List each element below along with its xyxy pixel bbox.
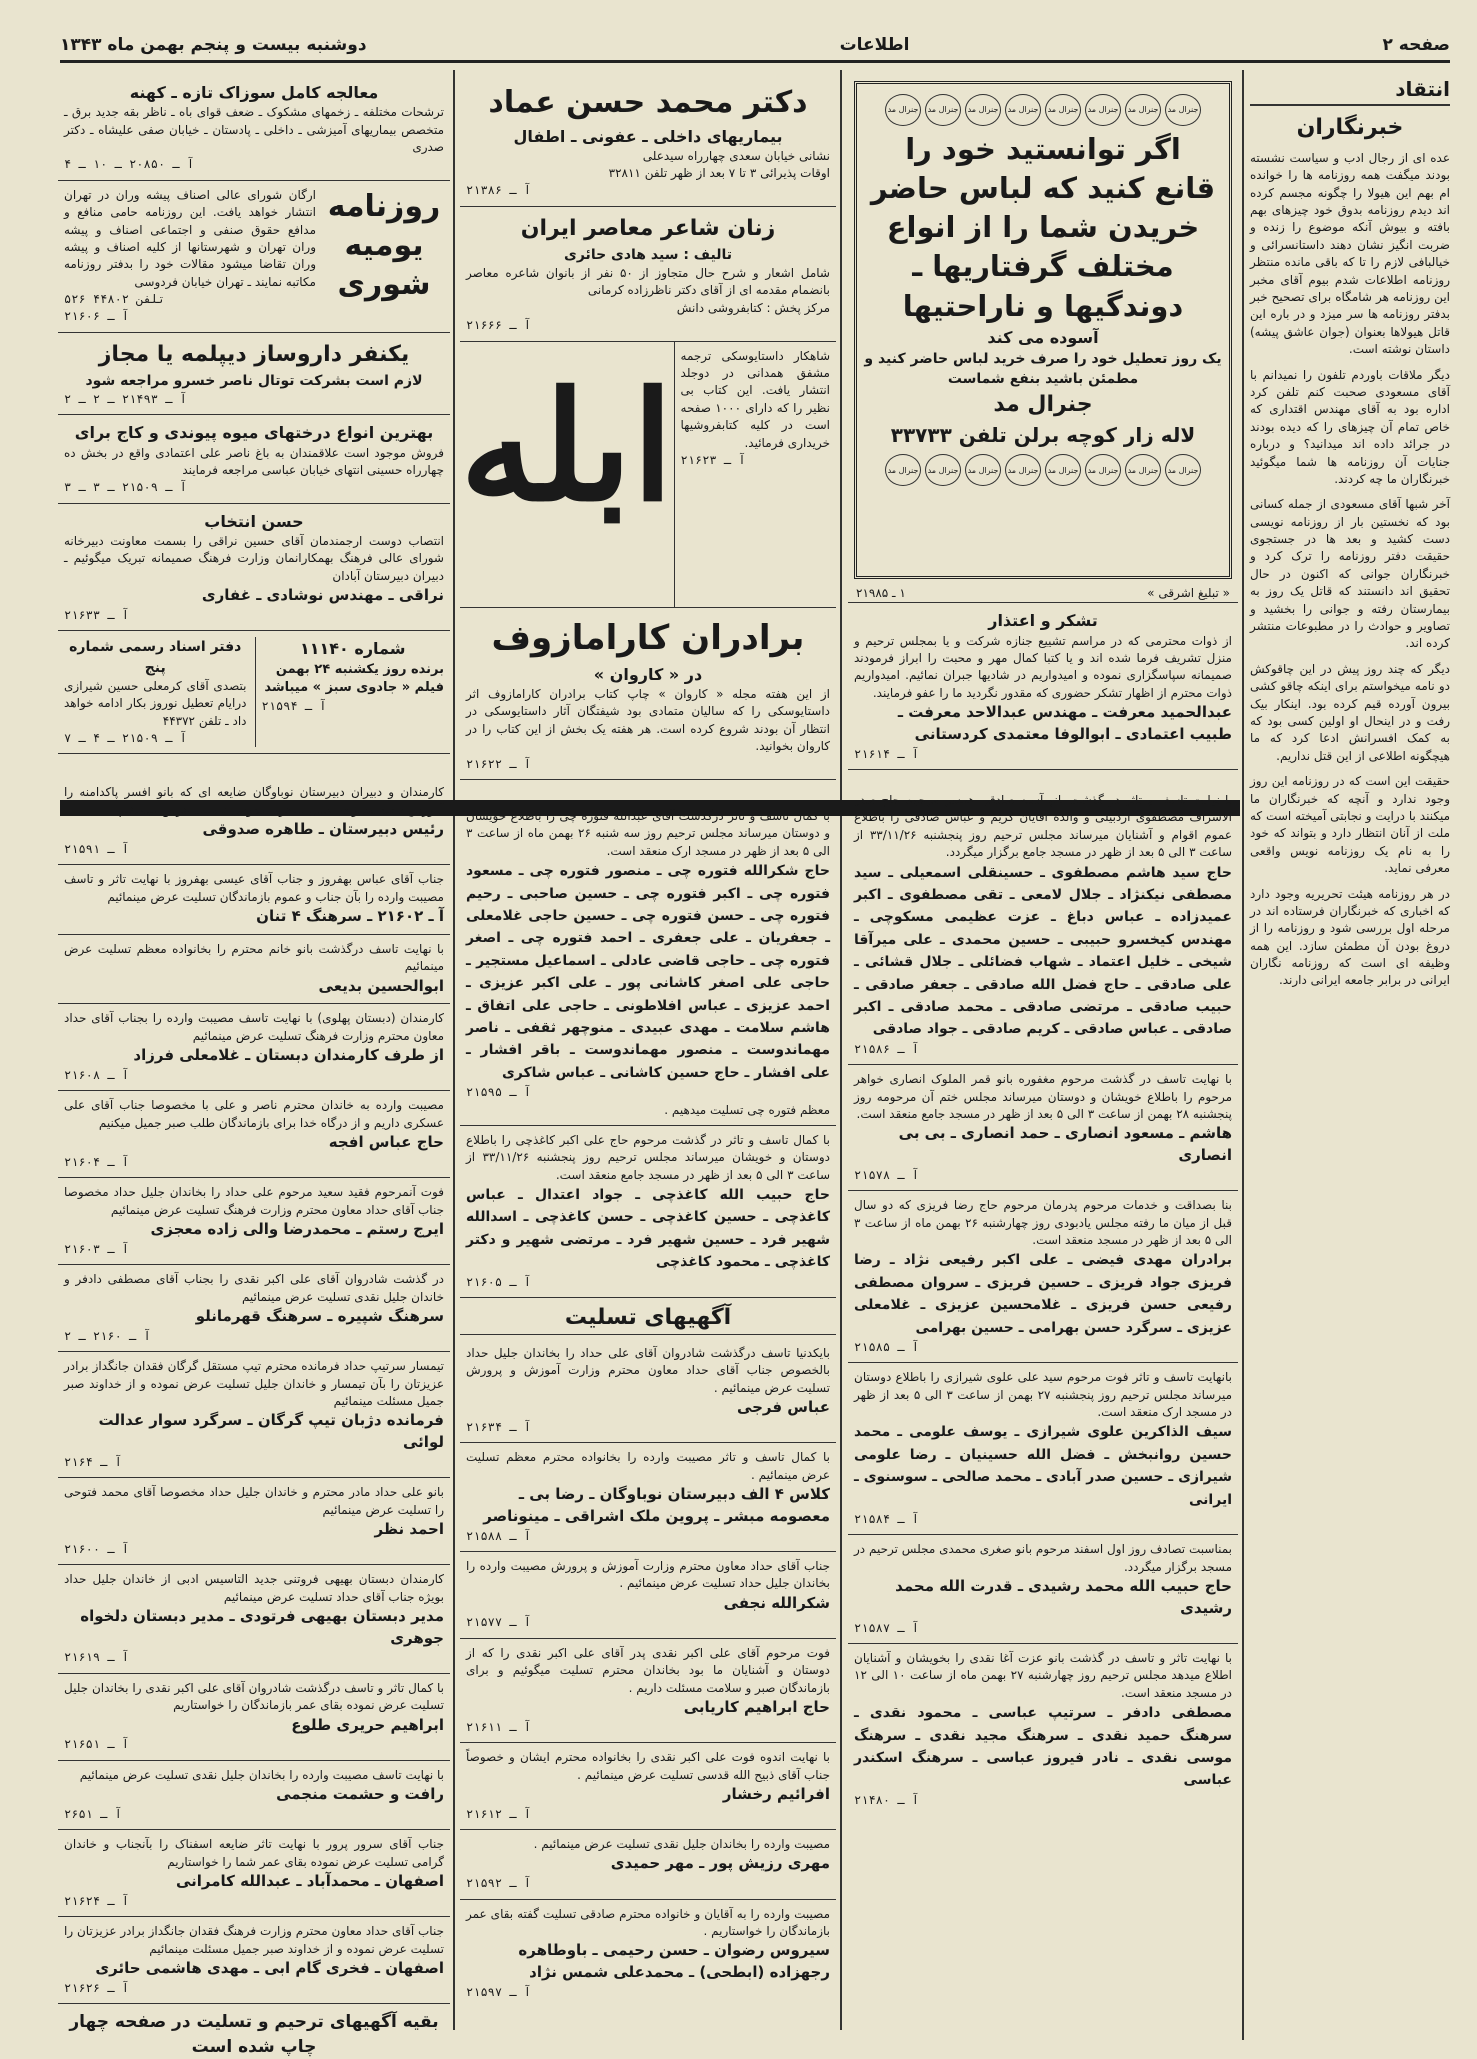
- badge: جنرال مد: [1125, 94, 1161, 126]
- book-distributor: مرکز پخش : کتابفروشی دانش: [676, 300, 830, 315]
- notice-code: آ ـ ۲۱۶۰ ـ ۲: [64, 1328, 151, 1343]
- death-notice: [460, 802, 836, 1126]
- notice-code: آ ـ ۲۱۶۱۲: [466, 1806, 532, 1821]
- notice-code: آ ـ ۲۱۶۱۴: [854, 746, 920, 761]
- article-paragraph: عده ای از رجال ادب و سیاست نشسته بودند میگفت همه روزنامه ها را خوانده ام بهم این هیولا را چگونه مجسم کرده اند دیدم روزنامه بدوق خود چیزهای بهم بافته و بیوش آنکه موضوع را زنده و ضربت انگیز نشان دهند داستانسرائی و خیالبافی لازم را تا که باقی مانده منتظر روزنامه اطلاعات شدم بیوم آقای مخبر این روزنامه هر شامگاه برای تصحیح خبر بدفتر روزنامه ها سر میزد و در باره این قاتل هیولاها بعنوان (جوان عاشق پیشه) داستان نوشته است.: [1250, 150, 1450, 357]
- notice-signers: مهری رزیش پور ـ مهر حمیدی: [610, 1854, 830, 1873]
- death-notice: [848, 1065, 1238, 1191]
- notice-signers: حاج عباس افجه: [328, 1133, 444, 1152]
- notice-code: آ ـ ۲۱۵۹۵: [466, 1085, 532, 1100]
- section-title: آگهیهای تسلیت: [460, 1302, 836, 1335]
- ad-line: خریدن شما را از انواع: [886, 210, 1200, 245]
- column-books-notices: [460, 75, 836, 2035]
- dostoevsky-box: [674, 342, 836, 607]
- ad-line: مختلف گرفتاریها ـ: [912, 249, 1174, 284]
- ad-body: ترشحات مختلفه ـ زخمهای مشکوک ـ ضعف قوای باه ـ ناظر بقه جدید برق ـ متخصص بیماریهای آمیزشی ـ داخلی ـ پادستان ـ خیابان صفی علیشاه ـ دکتر صدری: [64, 105, 444, 154]
- ad-title: دفتر اسناد رسمی شماره پنج: [69, 639, 242, 676]
- notice-body: تیمسار سرتیپ حداد فرمانده محترم تیپ مستقل گرگان فقدان جانگداز برادر عزیزتان را بآن تیمسار و خاندان جلیل تسلیت عرض نموده و از خداوند صبر جمیل مسئلت مینمائیم: [64, 1359, 444, 1408]
- ad-body: بتصدی آقای کرمعلی حسین شیرازی درایام تعطیل نوروز بکار ادامه خواهد داد ـ تلفن ۴۴۳۷۲: [64, 678, 247, 728]
- notice-signers: رافت و حشمت منجمی: [276, 1785, 444, 1804]
- notice-code: آ ـ ۲۱۵۸۵: [854, 1339, 920, 1354]
- death-notice: [848, 1535, 1238, 1644]
- paper-name: اطلاعات: [839, 35, 910, 55]
- notice-signers: اصفهان ـ محمدآباد ـ عبدالله کامرانی: [175, 1872, 444, 1891]
- notice-signers: رئیس دبیرستان ـ طاهره صدوقی: [202, 820, 444, 839]
- ad-line: دوندگیها و ناراحتیها: [902, 288, 1184, 323]
- notice-signers: حاج ابراهیم کاریابی: [683, 1698, 830, 1716]
- book-subtitle: در « کاروان »: [593, 664, 703, 684]
- badge: جنرال مد: [1165, 454, 1201, 486]
- notice-body: در گذشت شادروان آقای علی اکبر نقدی را بجناب آقای مصطفی دادفر و خاندان جلیل نقدی تسلیت عرض مینمائیم: [64, 1272, 444, 1304]
- badge: جنرال مد: [1165, 94, 1201, 126]
- notice-body: با کمال تاسف و تاثر در گذشت مرحوم حاج علی اکبر کاغذچی را باطلاع دوستان و خویشان میرساند مجلس ترحیم روز پنجشنبه ۳۳/۱۱/۲۶ از ساعت ۳ الی ۵ بعد از ظهر در مسجد جامع منعقد است.: [466, 1132, 830, 1182]
- ad-body: برنده روز یکشنبه ۲۴ بهمن فیلم « جادوی سبز » میباشد: [264, 661, 444, 696]
- notice-code: آ ـ ۲۱۵۷۷: [466, 1615, 532, 1630]
- ad-title: روزنامه یومیه شوری: [327, 188, 441, 302]
- death-notice: [848, 1191, 1238, 1363]
- notice-body: جناب آقای عباس بهفروز و جناب آقای عیسی بهفروز با نهایت تاثر و تاسف مصیبت وارده را بآن جناب و عموم بازماندگان تسلیت عرض مینمائیم: [64, 872, 444, 904]
- book-author: تالیف : سید هادی حائری: [564, 246, 732, 263]
- badge: جنرال مد: [965, 94, 1001, 126]
- notice-signers: هاشم ـ مسعود انصاری ـ حمد انصاری ـ بی بی انصاری: [898, 1124, 1232, 1165]
- badge: جنرال مد: [925, 94, 961, 126]
- ad-code: آ ـ ۲۱۶۲۳: [680, 452, 746, 467]
- notice-code: آ ـ ۲۱۶۴: [64, 1454, 122, 1469]
- book-title: برادران کارامازوف: [491, 617, 805, 658]
- notice-body: جناب آقای حداد معاون محترم وزارت آموزش و پرورش مصیبت وارده را بخاندان جلیل حداد تسلیت عرض مینمائیم .: [466, 1558, 830, 1591]
- notice-signers: اصفهان ـ فخری گام ابی ـ مهدی هاشمی حائری: [95, 1958, 444, 1977]
- column-rule: [453, 70, 455, 2030]
- notice-body: فوت آنمرحوم فقید سعید مرحوم علی حداد را بخاندان جلیل حداد مخصوصا جناب آقای حداد معاون محترم وزارت فرهنگ تسلیت عرض مینمائیم: [64, 1185, 444, 1217]
- badge-row: [863, 454, 1223, 486]
- doctor-name: دکتر محمد حسن عماد: [488, 85, 808, 120]
- notice-body: جناب آقای سرور پرور با نهایت تاثر ضایعه اسفناک را بآنجناب و خاندان گرامی تسلیت عرض نموده بقای عمر شما را خواستاریم: [64, 1837, 444, 1869]
- notary-office-ad: [64, 637, 247, 747]
- notice-body: بایکدنیا تاسف درگذشت شادروان آقای علی حداد را بخاندان جلیل حداد بالخصوص جناب آقای حداد معاون محترم وزارت آموزش و پرورش تسلیت عرض مینمائیم .: [466, 1345, 830, 1395]
- condolence-notice: [460, 1743, 836, 1830]
- ad-code: آ ـ ۲۱۵۹۴: [261, 699, 327, 714]
- notice-body: کارمندان (دبستان پهلوی) با نهایت تاسف مصیبت وارده را بجناب آقای حداد معاون محترم وزارت فرهنگ تسلیت عرض مینمائیم: [64, 1011, 444, 1043]
- condolence-notice: [460, 1552, 836, 1639]
- notice-body: با کمال تاسف و تاثر مصیبت وارده را بخانواده محترم معظم تسلیت عرض مینمائیم .: [466, 1450, 830, 1482]
- notice-code: آ ـ ۲۱۶۰۴: [64, 1154, 130, 1169]
- column-rule: [1242, 70, 1244, 2040]
- notice-body: با نهایت تاسف درگذشت بانو خانم محترم را بخانواده معظم تسلیت عرض مینمائیم: [64, 941, 444, 974]
- badge: جنرال مد: [1045, 454, 1081, 486]
- ad-body: لازم است بشرکت توتال ناصر خسرو مراجعه شود: [85, 372, 423, 389]
- ad-title: یکنفر داروساز دیپلمه یا مجاز: [98, 341, 410, 367]
- condolence-notice: [58, 1178, 450, 1265]
- notice-code: آ ـ ۲۱۶۱۱: [466, 1719, 532, 1734]
- badge: جنرال مد: [1005, 454, 1041, 486]
- death-notice: [848, 1363, 1238, 1535]
- badge: جنرال مد: [1125, 454, 1161, 486]
- notice-signers: احمد نظر: [374, 1519, 444, 1538]
- ad-code: آ ـ ۲۱۵۰۹ ـ ۴ ـ ۷: [64, 731, 187, 746]
- column-rule: [840, 70, 842, 2030]
- ad-body: ارگان شورای عالی اصناف پیشه وران در تهران انتشار خواهد یافت. این روزنامه حامی منافع و مدافع حقوق صنفی و اجتماعی اصناف و پیشه وران تهران و شهرستانها از کلیه اصناف و پیشه وران تقاضا میشود مقالات خود را بدفتر روزنامه مکاتبه نمایند ـ تهران خیابان فردوسی: [64, 187, 316, 289]
- ad-title: معالجه کامل سوزاک تازه ـ کهنه: [129, 83, 379, 102]
- pharmacist-ad: [58, 333, 450, 416]
- notice-body: کارمندان و دبیران دبیرستان نوباوگان ضایعه ای که بانو افسر پاکدامنه را آموزش دادند بخانواده جلیل طاهره صدوقی تسلیت عرض مینمائیم: [64, 785, 444, 817]
- notice-signers: ابراهیم حریری طلوع: [291, 1715, 444, 1734]
- ad-brand: جنرال مد: [993, 392, 1093, 418]
- ad-footer: [848, 585, 1238, 602]
- badge: جنرال مد: [1045, 94, 1081, 126]
- article-paragraph: حقیقت این است که در روزنامه این روز وجود ندارد و آنچه که خبرنگاران ما میکنند با درایت و نجابتی آمیخته است که ملت از آنان انتظار دارد و بتواند که خود را به نام یک روزنامه نویس واقعی معرفی نماید.: [1250, 774, 1450, 876]
- notice-signers: ایرج رستم ـ محمدرضا والی زاده معجزی: [150, 1220, 444, 1239]
- condolence-notice: [58, 1761, 450, 1831]
- notice-code: آ ـ ۲۱۵۸۷: [854, 1620, 920, 1635]
- notice-body: مصیبت وارده را بخاندان جلیل نقدی تسلیت عرض مینمائیم .: [533, 1837, 830, 1852]
- condolence-notice: [58, 865, 450, 935]
- article-paragraph: در هر روزنامه هیئت تحریریه وجود دارد که اخباری که خبرنگاران فرستاده اند در مرحله اول بررسی شود و روزنامه را از دروغ بودن آن مطمئن سازد. این همه وظیفه ای است که روزنامه نگاران ایرانی در برابر جامعه ایرانی دارند.: [1250, 886, 1450, 988]
- badge: جنرال مد: [885, 454, 921, 486]
- notice-code: آ ـ ۲۱۵۸۴: [854, 1512, 920, 1527]
- notice-body: جناب آقای حداد معاون محترم وزارت فرهنگ فقدان جانگداز برادر عزیزتان را تسلیت عرض نموده و از خداوند صبر جمیل مسئلت مینمائیم: [64, 1924, 444, 1956]
- notice-body: بانهایت تاسف و تاثر فوت مرحوم سید علی علوی شیرازی را باطلاع دوستان میرساند مجلس ترحیم روز پنجشنبه ۲۷ بهمن از ساعت ۳ الی ۵ بعد از ظهر در مسجد ارک منعقد است.: [854, 1370, 1233, 1420]
- lottery-ad: [255, 637, 445, 747]
- ad-agency: « تبلیغ اشرقی »: [1147, 586, 1230, 600]
- ad-code: آ ـ ۲۰۸۵۰ ـ ۱۰ ـ ۴: [64, 157, 195, 172]
- article-paragraph: دیگر ملاقات باوردم تلفون را نمیدانم با آقای مسعودی صحبت کنم تلفن کرد اداره بود به آقای مهندس اقتداری که خاص تمام آن چیزهای را که دیده بودند در جرائد داده اند میدانید؟ و درباره جنایات آن روزنامه ها شما میگوئید خبرنگاران ما چه کردند.: [1250, 367, 1450, 486]
- masthead: [60, 30, 1450, 63]
- condolence-notice: [58, 1004, 450, 1091]
- book-description: شامل اشعار و شرح حال متجاوز از ۵۰ نفر از بانوان شاعره معاصر بانضمام مقدمه ای از آقای دکتر ناظرزاده کرمانی: [466, 266, 830, 298]
- ad-code: ۱ ـ ۲۱۹۸۵: [856, 586, 906, 600]
- ad-phone: ۵۲۶ تلفن ۴۴۸۰۲: [64, 292, 166, 307]
- notice-code: آ ـ ۲۱۵۸۶: [854, 1041, 920, 1056]
- ad-body: فروش موجود است علاقمندان به باغ ناصر علی اعتمادی واقع در بخش ده چهارراه حسینی انتهای خیابان عباسی مراجعه فرمایند: [64, 445, 444, 478]
- notice-code: آ ـ ۲۱۵۹۱: [64, 842, 130, 856]
- page-number: صفحه ۲: [1382, 35, 1450, 55]
- book-ad: [460, 207, 836, 342]
- notice-code: آ ـ ۲۱۶۰۸: [64, 1067, 130, 1082]
- badge-row: [863, 94, 1223, 126]
- condolence-notice: [58, 935, 450, 1005]
- doctor-specialty: بیماریهای داخلی ـ عفونی ـ اطفال: [513, 126, 783, 146]
- notice-body: بنا بصداقت و خدمات مرحوم پدرمان مرحوم حاج رضا فریزی که دو سال قبل از میان ما رفته مجلس یادبودی روز چهارشنبه ۲۶ بهمن ماه از ساعت ۳ الی ۵ بعد از ظهر در مسجد منعقد است.: [854, 1198, 1233, 1247]
- ad-code: آ ـ ۲۱۶۳۳: [64, 607, 130, 622]
- ad-code: آ ـ ۲۱۶۶۶: [466, 318, 532, 333]
- notice-signers: فرمانده دژبان تیپ گرگان ـ سرگرد سوار عدالت لوائی: [98, 1411, 444, 1452]
- badge: جنرال مد: [1005, 94, 1041, 126]
- death-notice: [460, 1126, 836, 1298]
- book-description: شاهکار داستایوسکی ترجمه مشفق همدانی در دوجلد انتشار یافت. این کتاب بی نظیر را که دارای ۱۰۰۰ صفحه است در کلیه کتابفروشیها خریداری فرمائید.: [680, 348, 830, 450]
- shoora-ad: [58, 181, 450, 333]
- ad-title: شماره ۱۱۱۴۰: [299, 639, 406, 659]
- notice-footer: معظم فتوره چی تسلیت میدهیم .: [664, 1102, 830, 1117]
- badge: جنرال مد: [925, 454, 961, 486]
- notice-code: آ ـ ۲۱۵۷۸: [854, 1167, 920, 1182]
- notice-signers: حاج سید هاشم مصطفوی ـ حسینقلی اسمعیلی ـ سید مصطفی نیکنژاد ـ جلال لامعی ـ تقی مصطفوی ـ اکبر عمیدزاده ـ عباس دباغ ـ عزت عظیمی مسکوچی ـ مهندس کیخسرو حبیبی ـ حسین محمدی ـ علی میرآقا شیخی ـ خلیل اعتماد ـ شهاب فضائلی ـ جلال قشائی ـ علی صادقی ـ حاج فضل الله صادقی ـ جعفر صادقی ـ حبیب صادقی ـ مرتضی صادقی ـ محمد صادقی ـ اکبر صادقی ـ عباس صادقی ـ کریم صادقی ـ جواد صادقی: [854, 864, 1232, 1038]
- notice-body: با نهایت تاسف مصیبت وارده را بخاندان جلیل نقدی تسلیت عرض مینمائیم: [79, 1767, 444, 1782]
- condolence-notice: [58, 1674, 450, 1761]
- ad-code: آ ـ ۲۱۶۲۲: [466, 756, 532, 771]
- article-paragraph: دیگر که چند روز پیش در این چاقوکش دو نامه میخواستم برای اینکه چاقو کشی بیرون آورده قیم کرده بود. اینکار بیک رفت و در اینحال او اولین کسی بود که به کمک افسرانش ادعا کرد که ما هیچگونه اطلاعی از این قتل نداریم.: [1250, 661, 1450, 763]
- notice-code: آ ـ ۲۱۶۱۹: [64, 1650, 130, 1665]
- notice-signers: افرائیم رخشار: [722, 1784, 830, 1803]
- notice-code: آ ـ ۲۱۶۲۶: [64, 1980, 130, 1995]
- notice-signers: مصطفی دادفر ـ سرتیپ عباسی ـ محمود نقدی ـ سرهنگ حمید نقدی ـ سرهنگ مجید نقدی ـ سرهنگ موسی نقدی ـ نادر فیروز عباسی ـ سرهنگ اسکندر عباسی: [854, 1705, 1232, 1789]
- notice-body: فوت مرحوم آقای علی اکبر نقدی پدر آقای علی اکبر نقدی را که از دوستان و آشنایان ما بود بخاندان محترم تسلیت میگوئیم و برای بازماندگان صبر و سلامت مسئلت داریم .: [466, 1645, 830, 1695]
- notice-code: آ ـ ۲۶۵۱: [64, 1806, 122, 1821]
- notice-title: تشکر و اعتذار: [988, 611, 1098, 631]
- notice-signers: عباس فرجی: [736, 1398, 830, 1417]
- ad-headline: [863, 130, 1223, 326]
- notice-body: از ذوات محترمی که در مراسم تشییع جنازه شرکت و یا بمجلس ترحیم و منزل تشریف فرما شده اند و یا کتبا کمال مهر و محبت را ابراز فرمودند صمیمانه سپاسگزاری نموده و امیدواریم در شادیها جبران نمائیم. امیدواریم ذوات محترم از اظهار تشکر حضوری که مقدور نگردید ما را عفو فرمایند.: [854, 633, 1232, 700]
- notice-code: آ ـ ۲۱۶۲۴: [64, 1893, 130, 1908]
- book-title: زنان شاعر معاصر ایران: [520, 215, 776, 241]
- article-title: خبرنگاران: [1296, 115, 1404, 140]
- notice-code: آ ـ ۲۱۵۹۲: [466, 1876, 532, 1891]
- notice-signers: سرهنگ شپیره ـ سرهنگ قهرمانلو: [195, 1307, 444, 1325]
- thanks-notice: [848, 602, 1238, 770]
- notice-signers: نراقی ـ مهندس نوشادی ـ غفاری: [201, 586, 444, 605]
- article-paragraph: آخر شبها آقای مسعودی از جمله کسانی بود که نخستین بار از روزنامه نویسی دست کشید و بعد ها در جستجوی حقیقت دفتر روزنامه را ترک کرد و خبرنگاران جوانی که اکنون در حال تحقیق اند دانستند که قاتل یک روز به بیمارستان رفته و جوانی را بخشید و تصاویر و حوادث را در مطبوعات منتشر کرده اند.: [1250, 497, 1450, 651]
- general-mode-ad: [854, 81, 1232, 579]
- doctor-hours: اوقات پذیرائی ۳ تا ۷ بعد از ظهر تلفن ۳۲۸۱۱: [608, 166, 830, 181]
- ad-line: قانع کنید که لباس حاضر: [870, 171, 1216, 206]
- ad-line: آسوده می کند: [987, 327, 1099, 347]
- notice-signers: ابوالحسین بدیعی: [318, 976, 444, 995]
- book-description: از این هفته مجله « کاروان » چاپ کتاب برادران کارامازوف اثر داستایوسکی را که سالیان متمادی بود شیفتگان آثار داستایوسکی در انتظار آن بودند شروع کرده است. هر هفته یک بخش از این کتاب را در کاروان بخوانید.: [466, 687, 830, 754]
- condolence-notice: [58, 1917, 450, 2004]
- notice-body: با نهایت تاسف و تاثر در گذشت بانو آسیه صادقی همسر مرحوم حاج صدر الاشراف مصطفوی اردبیلی و والده آقایان کریم و عباس صادقی را باطلاع عموم اقوام و آشنایان میرساند مجلس ترحیم روز پنجشنبه ۳۳/۱۱/۲۶ از ساعت ۳ الی ۵ بعد از ظهر در مسجد جامع برگزار میگردد.: [854, 793, 1232, 860]
- doctor-address: نشانی خیابان سعدی چهارراه سیدعلی: [642, 148, 830, 163]
- notice-signers: حاج حبیب الله محمد رشیدی ـ قدرت الله محمد رشیدی: [895, 1577, 1232, 1617]
- abla-ad: [460, 342, 836, 607]
- ad-code: آ ـ ۲۱۴۹۳ ـ ۲ ـ ۲: [64, 392, 187, 407]
- condolence-notice: [58, 1091, 450, 1178]
- ad-title: حسن انتخاب: [204, 511, 304, 531]
- ad-body: انتصاب دوست ارجمندمان آقای حسین نراقی را بسمت معاونت دبیرخانه شورای عالی فرهنگ بهمکارانمان وزارت فرهنگ صمیمانه تبریک میگوئیم ـ دبیران دبیرستان آبادان: [64, 534, 444, 583]
- notice-signers: سیف الذاکرین علوی شیرازی ـ یوسف علومی ـ محمد حسین روانبخش ـ فضل الله حسینیان ـ رضا علومی شیرازی ـ حسین صدر آبادی ـ محمد صالحی ـ سوسنوی ـ ایرانی: [854, 1424, 1232, 1508]
- notice-signers: حاج شکرالله فتوره چی ـ منصور فتوره چی ـ مسعود فتوره چی ـ اکبر فتوره چی ـ حسین صاحبی ـ رحیم فتوره چی ـ حسن فتوره چی ـ حسین حاجی غلامعلی ـ جعفریان ـ علی جعفری ـ احمد فتوره چی ـ اصغر فتوره چی ـ حاجی قاضی عادلی ـ اسماعیل مستجیر ـ حاجی علی اصغر کاشانی پور ـ علی اکبر عزیزی ـ احمد عزیزی ـ عباس افلاطونی ـ حاجی علی اتفاق ـ هاشم سلامت ـ مهدی عبیدی ـ منوچهر ثقفی ـ ناصر مهماندوست ـ منصور مهماندوست ـ باقر افشار ـ علی افشار ـ حاج حسین کاشانی ـ عباس شاکری: [466, 863, 830, 1081]
- notice-body: با نهایت تاسف در گذشت مرحوم مغفوره بانو قمر الملوک انصاری خواهر مرحوم را باطلاع خویشان و دوستان میرساند مجلس ختم آن مرحومه روز پنجشنبه ۲۸ بهمن از ساعت ۳ الی ۵ بعد از ظهر در مسجد جامع منعقد است.: [854, 1072, 1232, 1121]
- condolence-notice: [58, 1565, 450, 1674]
- continued-footer: بقیه آگهیهای ترحیم و تسلیت در صفحه چهار چاپ شده است: [69, 2012, 439, 2057]
- notice-signers: آ ـ ۲۱۶۰۲ ـ سرهنگ ۴ تنان: [256, 907, 444, 926]
- notice-body: مصیبت وارده به خاندان محترم ناصر و علی با مخصوصا جناب آقای علی عسکری داریم و از درگاه خدا برای بازماندگان طلب صبر جمیل میکنیم: [64, 1098, 444, 1130]
- ad-address: لاله زار کوچه برلن تلفن ۳۳۷۳۳: [890, 423, 1196, 448]
- ad-code: آ ـ ۲۱۶۰۶: [64, 309, 130, 324]
- trees-ad: [58, 415, 450, 503]
- appointment-notice: [58, 504, 450, 632]
- ad-line: یک روز تعطیل خود را صرف خرید لباس حاضر کنید و مطمئن باشید بنفع شماست: [864, 350, 1222, 388]
- death-notice: [848, 786, 1238, 1065]
- notice-code: آ ـ ۲۱۵۹۷: [466, 1984, 532, 1999]
- condolence-notice: [58, 1265, 450, 1352]
- office-lottery-row: [58, 631, 450, 754]
- condolence-notice: [58, 1478, 450, 1565]
- notice-signers: کلاس ۴ الف دبیرستان نوباوگان ـ رضا بی ـ معصومه مبشر ـ پروین ملک اشراقی ـ مینوناصر: [483, 1485, 830, 1525]
- condolence-notice: [460, 1443, 836, 1552]
- notice-signers: حاج حبیب الله کاغذچی ـ جواد اعتدال ـ عباس کاغذچی ـ حسین کاغذچی ـ حسن کاغذچی ـ اسدالله شهیر فرد ـ حسین شهیر فرد ـ مرتضی شهیر و دکتر کاغذچی ـ محمود کاغذچی: [466, 1187, 830, 1271]
- notice-body: با نهایت تاثر و تاسف در گذشت بانو عزت آغا نقدی را بخویشان و آشنایان اطلاع میدهد مجلس ترحیم روز چهارشنبه ۲۷ بهمن ماه از ساعت ۱۰ الی ۱۲ در مسجد منعقد است.: [854, 1651, 1232, 1700]
- badge: جنرال مد: [1085, 94, 1121, 126]
- ad-code: آ ـ ۲۱۳۸۶: [466, 183, 532, 198]
- badge: جنرال مد: [885, 94, 921, 126]
- condolence-notice: [460, 1639, 836, 1743]
- condolence-notice: [58, 778, 450, 865]
- karamazov-ad: [460, 607, 836, 780]
- notice-body: با کمال تاثر و تاسف درگذشت شادروان آقای علی اکبر نقدی را بخاندان جلیل تسلیت عرض نموده بقای عمر بازماندگان را خواستاریم: [64, 1680, 444, 1713]
- notice-signers: مدیر دبستان بهیهی فرتودی ـ مدیر دبستان دلخواه جوهری: [80, 1606, 444, 1647]
- doctor-ad: [460, 75, 836, 207]
- notice-code: آ ـ ۲۱۶۵۱: [64, 1737, 130, 1752]
- notice-body: با نهایت اندوه فوت علی اکبر نقدی را بخانواده محترم ایشان و خصوصاً جناب آقای ذبیح الله قدسی تسلیت عرض مینمائیم .: [466, 1750, 830, 1782]
- column-editorial: [1250, 75, 1450, 2040]
- ad-title: بهترین انواع درختهای میوه پیوندی و کاج برای: [74, 423, 434, 443]
- notice-code: آ ـ ۲۱۵۸۸: [466, 1528, 532, 1543]
- condolence-notice: [58, 1352, 450, 1478]
- column-classifieds: [58, 75, 450, 2057]
- section-label: انتقاد: [1250, 75, 1450, 106]
- notice-body: بانو علی حداد مادر محترم و خاندان جلیل حداد مخصوصا آقای محمد فتوحی را تسلیت عرض مینمائیم: [64, 1485, 444, 1517]
- notice-signers: از طرف کارمندان دبستان ـ غلامعلی فرزاد: [133, 1046, 444, 1065]
- notice-code: آ ـ ۲۱۶۰۰: [64, 1541, 130, 1556]
- notice-code: آ ـ ۲۱۶۰۵: [466, 1274, 532, 1289]
- issue-date: دوشنبه بیست و پنجم بهمن ماه ۱۳۴۳: [60, 35, 367, 55]
- ad-line: اگر توانستید خود را: [905, 132, 1181, 166]
- notice-body: مصیبت وارده را به آقایان و خانواده محترم صادقی تسلیت گفته بقای عمر بازماندگان را خواستاریم .: [466, 1906, 830, 1938]
- condolence-notice: [58, 1830, 450, 1917]
- notice-body: بمناسبت تصادف روز اول اسفند مرحوم بانو صغری محمدی مجلس ترحیم در مسجد برگزار میگردد.: [854, 1542, 1232, 1574]
- notice-signers: برادران مهدی فیضی ـ علی اکبر رفیعی نژاد ـ رضا فریزی جواد فریزی ـ حسین فریزی ـ سروان مصطفی رفیعی حسن فریزی ـ غلامحسین عزیزی ـ غلامعلی عزیزی ـ سرگرد حسن بهرامی ـ حسین بهرامی: [854, 1252, 1232, 1336]
- notice-signers: سیروس رضوان ـ حسن رحیمی ـ باوطاهره رجهزاده (ابطحی) ـ محمدعلی شمس نژاد: [518, 1941, 830, 1982]
- notice-signers: شکرالله نجفی: [723, 1593, 830, 1612]
- badge: جنرال مد: [1085, 454, 1121, 486]
- badge: جنرال مد: [965, 454, 1001, 486]
- abla-title: ابله: [460, 358, 674, 535]
- notice-body: با کمال تاسف و تاثر درگذشت آقای عبدالله فتوره چی را باطلاع خویشان و دوستان میرساند مجلس ترحیم روز سه شنبه ۲۶ بهمن ماه از ساعت ۳ الی ۵ بعد از ظهر در مسجد ارک منعقد است.: [466, 809, 831, 858]
- notice-code: آ ـ ۲۱۶۳۴: [466, 1419, 532, 1434]
- condolence-notice: [460, 1900, 836, 2008]
- clinic-ad: [58, 75, 450, 181]
- notice-signers: عبدالحمید معرفت ـ مهندس عبدالاحد معرفت ـ طبیب اعتمادی ـ ابوالوفا معتمدی کردستانی: [897, 703, 1232, 743]
- death-notice: [848, 1644, 1238, 1815]
- condolence-notice: [460, 1339, 836, 1443]
- notice-body: کارمندان دبستان بهیهی فروتنی جدید التاسیس ادبی از خاندان جلیل حداد بویژه جناب آقای حداد تسلیت عرض مینمائیم: [64, 1572, 444, 1604]
- column-ads-notices: [848, 75, 1238, 2035]
- condolence-notice: [460, 1830, 836, 1900]
- notice-code: آ ـ ۲۱۶۰۳: [64, 1241, 130, 1256]
- notice-code: آ ـ ۲۱۴۸۰: [854, 1792, 920, 1807]
- ad-code: آ ـ ۲۱۵۰۹ ـ ۳ ـ ۳: [64, 480, 187, 495]
